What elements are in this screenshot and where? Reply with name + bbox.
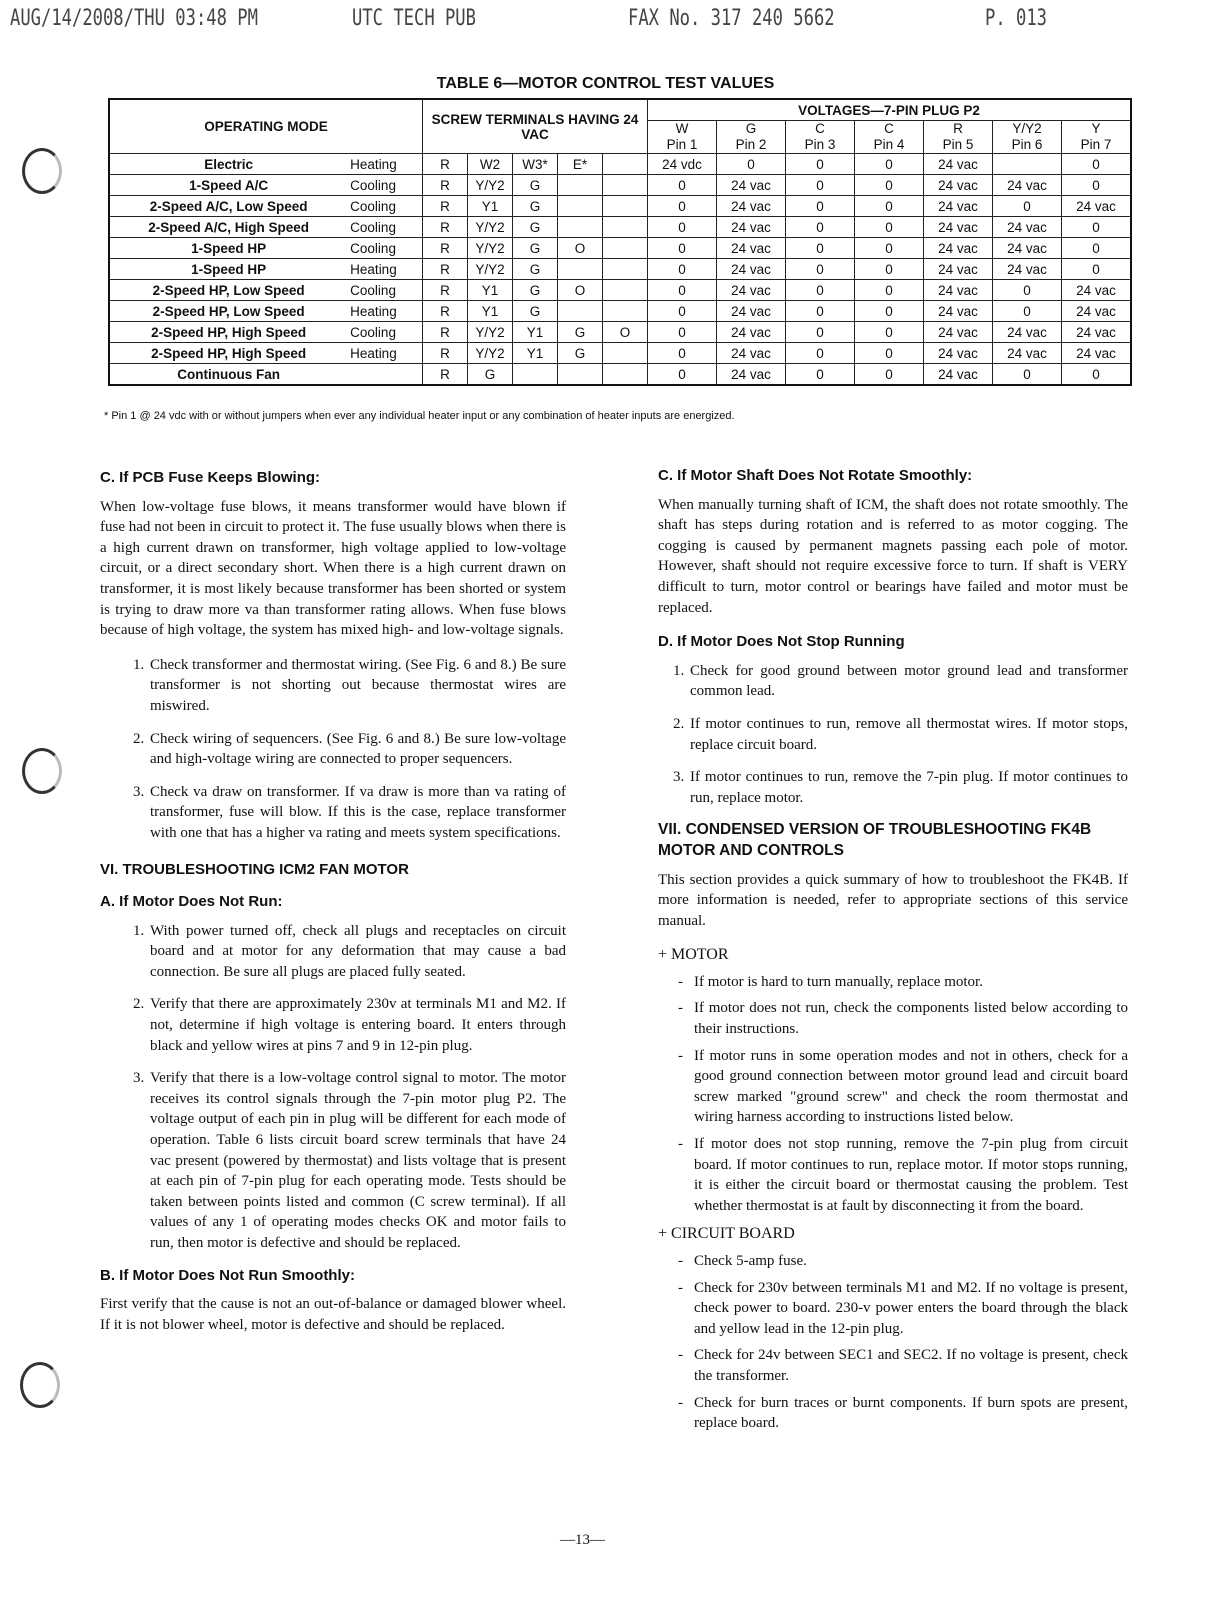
- terminal-cell: R: [423, 280, 468, 301]
- voltage-cell: 24 vac: [924, 280, 993, 301]
- pin-signal-name: C: [815, 121, 825, 136]
- operating-mode-cell: 2-Speed HP, High Speed: [109, 322, 347, 343]
- list-item: - Check for 230v between terminals M1 and M2. If no voltage is present, check power to board. 230-v power enters the board through the black and yellow lead in the 12-pin plug.: [678, 1278, 1128, 1340]
- terminal-cell: [558, 175, 603, 196]
- terminal-cell: G: [468, 364, 513, 386]
- terminal-cell: [603, 175, 648, 196]
- header-pin: [717, 121, 786, 154]
- terminal-cell: [603, 196, 648, 217]
- terminal-cell: W3*: [513, 154, 558, 175]
- operating-mode-cell: 2-Speed A/C, High Speed: [109, 217, 347, 238]
- operating-mode-cell: 2-Speed HP, Low Speed: [109, 301, 347, 322]
- voltage-cell: 24 vac: [993, 343, 1062, 364]
- mode-type-cell: Heating: [347, 154, 422, 175]
- voltage-cell: 0: [1062, 238, 1132, 259]
- voltage-cell: 24 vac: [993, 238, 1062, 259]
- voltage-cell: 24 vac: [717, 259, 786, 280]
- voltage-cell: 0: [786, 238, 855, 259]
- table-row: [109, 364, 1131, 386]
- voltage-cell: 0: [993, 196, 1062, 217]
- voltage-cell: 0: [786, 280, 855, 301]
- list-item: 3. Verify that there is a low-voltage control signal to motor. The motor receives its control signals through the 7-pin motor plug P2. The voltage output of each pin in plug will be different for each mode of operation. Table 6 lists circuit board screw terminals that have 24 vac present (powered by thermostat) and lists voltage that is present at each pin of 7-pin plug for each operating mode. Tests should be taken between points listed and common (C screw terminal). If all values of any 1 of operating modes checks OK and motor fails to run, then motor is defective and should be replaced.: [148, 1068, 566, 1253]
- terminal-cell: [603, 364, 648, 386]
- voltage-cell: 0: [786, 196, 855, 217]
- list-item: - Check 5-amp fuse.: [678, 1251, 1128, 1272]
- voltage-cell: 0: [786, 154, 855, 175]
- terminal-cell: Y/Y2: [468, 343, 513, 364]
- voltage-cell: 24 vac: [717, 238, 786, 259]
- mode-type-cell: Cooling: [347, 322, 422, 343]
- section-c-shaft-heading: C. If Motor Shaft Does Not Rotate Smoothly:: [658, 467, 973, 484]
- voltage-cell: 24 vac: [1062, 322, 1132, 343]
- header-operating-mode: OPERATING MODE: [109, 99, 423, 154]
- terminal-cell: [558, 196, 603, 217]
- voltage-cell: 0: [855, 343, 924, 364]
- mode-type-cell: Heating: [347, 259, 422, 280]
- header-pin: [924, 121, 993, 154]
- list-item: 3. If motor continues to run, remove the 7-pin plug. If motor continues to run, replace motor.: [688, 767, 1128, 808]
- terminal-cell: [603, 259, 648, 280]
- voltage-cell: 0: [855, 280, 924, 301]
- header-pin: [786, 121, 855, 154]
- pin-number: Pin 1: [666, 137, 698, 152]
- voltage-cell: 24 vac: [717, 196, 786, 217]
- motor-checklist: [658, 972, 1128, 1217]
- list-item: - Check for 24v between SEC1 and SEC2. If no voltage is present, check the transformer.: [678, 1345, 1128, 1386]
- list-item: 2. Check wiring of sequencers. (See Fig. 6 and 8.) Be sure low-voltage and high-voltage wiring are connected to proper sequencers.: [148, 729, 566, 770]
- operating-mode-cell: 1-Speed A/C: [109, 175, 347, 196]
- operating-mode-cell: Electric: [109, 154, 347, 175]
- list-item: - If motor does not stop running, remove the 7-pin plug from circuit board. If motor continues to run, replace motor. If motor stops running, it is either the circuit board or thermostat causing the problem. Test whether thermostat is at fault by disconnecting it from the board.: [678, 1134, 1128, 1216]
- terminal-cell: R: [423, 238, 468, 259]
- mode-type-cell: Cooling: [347, 175, 422, 196]
- voltage-cell: 24 vac: [924, 196, 993, 217]
- table-row: [109, 217, 1131, 238]
- voltage-cell: 24 vac: [993, 175, 1062, 196]
- terminal-cell: R: [423, 196, 468, 217]
- voltage-cell: 0: [717, 154, 786, 175]
- section-b-paragraph: First verify that the cause is not an out-of-balance or damaged blower wheel. If it is not blower wheel, motor is defective and should be replaced.: [100, 1296, 566, 1333]
- motor-not-stop-steps: [658, 661, 1128, 809]
- voltage-cell: 0: [1062, 154, 1132, 175]
- circuit-board-checklist: [658, 1251, 1128, 1434]
- section-vii-heading: VII. CONDENSED VERSION OF TROUBLESHOOTING FK4B MOTOR AND CONTROLS: [658, 821, 1092, 859]
- operating-mode-cell: 2-Speed A/C, Low Speed: [109, 196, 347, 217]
- list-item: - If motor is hard to turn manually, replace motor.: [678, 972, 1128, 993]
- mode-type-cell: Cooling: [347, 238, 422, 259]
- list-item: - If motor runs in some operation modes and not in others, check for a good ground connection between motor ground lead and circuit board screw marked "ground screw" and check the room thermostat and wiring harness according to instructions listed below.: [678, 1046, 1128, 1128]
- terminal-cell: G: [513, 280, 558, 301]
- terminal-cell: Y/Y2: [468, 322, 513, 343]
- table-row: [109, 154, 1131, 175]
- voltage-cell: 24 vac: [717, 280, 786, 301]
- voltage-cell: 0: [855, 301, 924, 322]
- voltage-cell: 0: [786, 343, 855, 364]
- table-row: [109, 196, 1131, 217]
- terminal-cell: W2: [468, 154, 513, 175]
- table-footnote: * Pin 1 @ 24 vdc with or without jumpers when ever any individual heater input or any combination of heater inputs are energized.: [104, 410, 735, 422]
- table-row: [109, 343, 1131, 364]
- terminal-cell: R: [423, 343, 468, 364]
- voltage-cell: 24 vac: [924, 343, 993, 364]
- mode-type-cell: Heating: [347, 301, 422, 322]
- punch-hole: [22, 748, 62, 794]
- voltage-cell: 24 vac: [924, 301, 993, 322]
- terminal-cell: G: [513, 217, 558, 238]
- voltage-cell: 24 vac: [717, 364, 786, 386]
- section-c-pcb-fuse-heading: C. If PCB Fuse Keeps Blowing:: [100, 469, 321, 486]
- voltage-cell: 24 vac: [1062, 301, 1132, 322]
- punch-hole: [22, 148, 62, 194]
- voltage-cell: 0: [786, 217, 855, 238]
- voltage-cell: 0: [993, 280, 1062, 301]
- voltage-cell: 24 vac: [924, 217, 993, 238]
- terminal-cell: R: [423, 217, 468, 238]
- voltage-cell: 0: [993, 364, 1062, 386]
- section-c-shaft-paragraph: When manually turning shaft of ICM, the shaft does not rotate smoothly. The shaft has steps during rotation and is referred to as motor cogging. The cogging is caused by permanent magnets passing each pole of motor. However, shaft should not require excessive force to turn. If shaft is VERY difficult to turn, motor control or bearings have failed and motor must be replaced.: [658, 496, 1128, 616]
- pin-signal-name: Y/Y2: [1012, 121, 1042, 136]
- list-item: 2. If motor continues to run, remove all thermostat wires. If motor stops, replace circuit board.: [688, 714, 1128, 755]
- terminal-cell: Y/Y2: [468, 259, 513, 280]
- table-row: [109, 259, 1131, 280]
- header-pin: [855, 121, 924, 154]
- terminal-cell: R: [423, 322, 468, 343]
- voltage-cell: 0: [1062, 364, 1132, 386]
- terminal-cell: [603, 280, 648, 301]
- pcb-fuse-steps: [100, 655, 566, 844]
- terminal-cell: [603, 238, 648, 259]
- motor-not-run-steps: [100, 921, 566, 1254]
- mode-type-cell: Cooling: [347, 280, 422, 301]
- operating-mode-cell: 2-Speed HP, Low Speed: [109, 280, 347, 301]
- terminal-cell: Y1: [468, 301, 513, 322]
- voltage-cell: 0: [648, 259, 717, 280]
- terminal-cell: R: [423, 301, 468, 322]
- operating-mode-cell: Continuous Fan: [109, 364, 347, 386]
- voltage-cell: 0: [855, 217, 924, 238]
- header-pin: [1062, 121, 1132, 154]
- terminal-cell: R: [423, 154, 468, 175]
- operating-mode-cell: 2-Speed HP, High Speed: [109, 343, 347, 364]
- voltage-cell: 24 vac: [993, 322, 1062, 343]
- list-item: 1. With power turned off, check all plugs and receptacles on circuit board and at motor for any deformation that may cause a bad connection. Be sure all plugs are placed fully seated.: [148, 921, 566, 983]
- mode-type-cell: Cooling: [347, 196, 422, 217]
- voltage-cell: 24 vac: [924, 364, 993, 386]
- table-title: TABLE 6—MOTOR CONTROL TEST VALUES: [436, 75, 775, 92]
- pin-signal-name: R: [953, 121, 963, 136]
- pin-signal-name: Y: [1091, 121, 1101, 136]
- mode-type-cell: Heating: [347, 343, 422, 364]
- right-column: [658, 466, 1128, 1442]
- voltage-cell: 0: [648, 217, 717, 238]
- pin-number: Pin 2: [735, 137, 767, 152]
- punch-hole: [20, 1362, 60, 1408]
- terminal-cell: [558, 364, 603, 386]
- voltage-cell: 0: [786, 175, 855, 196]
- terminal-cell: Y1: [468, 196, 513, 217]
- table-row: [109, 175, 1131, 196]
- voltage-cell: 0: [1062, 217, 1132, 238]
- voltage-cell: 0: [855, 175, 924, 196]
- voltage-cell: 0: [786, 259, 855, 280]
- table-row: [109, 322, 1131, 343]
- circuit-board-subheading: + CIRCUIT BOARD: [658, 1225, 795, 1243]
- section-a-heading: A. If Motor Does Not Run:: [100, 893, 283, 911]
- voltage-cell: 0: [648, 364, 717, 386]
- pin-number: Pin 6: [1011, 137, 1043, 152]
- terminal-cell: G: [513, 175, 558, 196]
- terminal-cell: [603, 343, 648, 364]
- terminal-cell: Y/Y2: [468, 238, 513, 259]
- terminal-cell: O: [558, 280, 603, 301]
- header-pin: [648, 121, 717, 154]
- voltage-cell: 0: [993, 301, 1062, 322]
- voltage-cell: 24 vac: [924, 175, 993, 196]
- terminal-cell: Y1: [513, 343, 558, 364]
- terminal-cell: E*: [558, 154, 603, 175]
- terminal-cell: [603, 217, 648, 238]
- fax-header-number: FAX No. 317 240 5662: [628, 6, 835, 31]
- fax-header-page: P. 013: [985, 6, 1047, 31]
- voltage-cell: 0: [1062, 259, 1132, 280]
- operating-mode-cell: 1-Speed HP: [109, 259, 347, 280]
- terminal-cell: Y/Y2: [468, 175, 513, 196]
- voltage-cell: 0: [648, 238, 717, 259]
- voltage-cell: 0: [648, 301, 717, 322]
- terminal-cell: Y1: [468, 280, 513, 301]
- voltage-cell: 0: [648, 322, 717, 343]
- terminal-cell: R: [423, 175, 468, 196]
- terminal-cell: R: [423, 259, 468, 280]
- voltage-cell: 0: [648, 196, 717, 217]
- table-row: [109, 280, 1131, 301]
- voltage-cell: 0: [648, 280, 717, 301]
- section-vii-paragraph: This section provides a quick summary of how to troubleshoot the FK4B. If more information is needed, refer to appropriate sections of this service manual.: [658, 871, 1128, 929]
- motor-subheading: + MOTOR: [658, 946, 729, 964]
- pin-number: Pin 3: [804, 137, 836, 152]
- list-item: 1. Check for good ground between motor ground lead and transformer common lead.: [688, 661, 1128, 702]
- pin-number: Pin 4: [873, 137, 905, 152]
- voltage-cell: 24 vdc: [648, 154, 717, 175]
- voltage-cell: 24 vac: [924, 259, 993, 280]
- left-column: [100, 468, 566, 1349]
- list-item: - If motor does not run, check the components listed below according to their instructions.: [678, 998, 1128, 1039]
- table-row: [109, 238, 1131, 259]
- voltage-cell: 24 vac: [924, 238, 993, 259]
- pin-number: Pin 7: [1080, 137, 1112, 152]
- voltage-cell: 0: [855, 238, 924, 259]
- terminal-cell: [603, 154, 648, 175]
- voltage-cell: 0: [855, 322, 924, 343]
- terminal-cell: O: [603, 322, 648, 343]
- motor-control-table: [108, 98, 1132, 386]
- voltage-cell: 24 vac: [924, 322, 993, 343]
- list-item: 1. Check transformer and thermostat wiring. (See Fig. 6 and 8.) Be sure transformer is not shorting out because thermostat wires are miswired.: [148, 655, 566, 717]
- voltage-cell: 24 vac: [993, 259, 1062, 280]
- mode-type-cell: [347, 364, 422, 386]
- voltage-cell: 24 vac: [717, 175, 786, 196]
- header-voltages: VOLTAGES—7-PIN PLUG P2: [648, 99, 1132, 121]
- table-row: [109, 301, 1131, 322]
- terminal-cell: G: [513, 238, 558, 259]
- terminal-cell: O: [558, 238, 603, 259]
- voltage-cell: 24 vac: [924, 154, 993, 175]
- mode-type-cell: Cooling: [347, 217, 422, 238]
- section-c-pcb-fuse-paragraph: When low-voltage fuse blows, it means transformer would have blown if fuse had not been in circuit to protect it. The fuse usually blows when there is a high current drawn on transformer, high voltage applied to low-voltage circuit, or a direct secondary short. When there is a high current drawn on transformer, it is most likely because transformer has been shorted or system is trying to draw more va than transformer rating allows. When fuse blows because of high voltage, the system has mixed high- and low-voltage signals.: [100, 498, 566, 639]
- voltage-cell: 24 vac: [717, 343, 786, 364]
- voltage-cell: 0: [648, 175, 717, 196]
- operating-mode-cell: 1-Speed HP: [109, 238, 347, 259]
- terminal-cell: R: [423, 364, 468, 386]
- list-item: 3. Check va draw on transformer. If va draw is more than va rating of transformer, fuse will blow. If this is the case, replace transformer with one that has a higher va rating and meets system specifications.: [148, 782, 566, 844]
- voltage-cell: 0: [855, 259, 924, 280]
- pin-signal-name: C: [884, 121, 894, 136]
- voltage-cell: 0: [648, 343, 717, 364]
- terminal-cell: [603, 301, 648, 322]
- voltage-cell: 24 vac: [993, 217, 1062, 238]
- voltage-cell: 24 vac: [717, 301, 786, 322]
- voltage-cell: 0: [855, 196, 924, 217]
- voltage-cell: 0: [855, 154, 924, 175]
- voltage-cell: 0: [855, 364, 924, 386]
- terminal-cell: G: [513, 259, 558, 280]
- voltage-cell: 24 vac: [717, 217, 786, 238]
- voltage-cell: 24 vac: [1062, 280, 1132, 301]
- voltage-cell: 0: [1062, 175, 1132, 196]
- voltage-cell: 0: [786, 322, 855, 343]
- voltage-cell: 0: [786, 364, 855, 386]
- fax-header-datetime: AUG/14/2008/THU 03:48 PM: [10, 6, 258, 31]
- terminal-cell: Y/Y2: [468, 217, 513, 238]
- terminal-cell: [558, 301, 603, 322]
- terminal-cell: Y1: [513, 322, 558, 343]
- voltage-cell: 0: [786, 301, 855, 322]
- terminal-cell: G: [558, 343, 603, 364]
- pin-signal-name: G: [745, 121, 757, 136]
- section-d-heading: D. If Motor Does Not Stop Running: [658, 633, 905, 651]
- terminal-cell: G: [558, 322, 603, 343]
- terminal-cell: G: [513, 196, 558, 217]
- header-screw-terminals: SCREW TERMINALS HAVING 24 VAC: [423, 99, 648, 154]
- pin-number: Pin 5: [942, 137, 974, 152]
- terminal-cell: [558, 259, 603, 280]
- voltage-cell: [993, 154, 1062, 175]
- section-b-heading: B. If Motor Does Not Run Smoothly:: [100, 1266, 355, 1284]
- section-vi-heading: VI. TROUBLESHOOTING ICM2 FAN MOTOR: [100, 860, 409, 878]
- terminal-cell: [558, 217, 603, 238]
- terminal-cell: [513, 364, 558, 386]
- voltage-cell: 24 vac: [717, 322, 786, 343]
- fax-header-sender: UTC TECH PUB: [352, 6, 476, 31]
- header-pin: [993, 121, 1062, 154]
- page-number: —13—: [560, 1532, 605, 1548]
- terminal-cell: G: [513, 301, 558, 322]
- voltage-cell: 24 vac: [1062, 343, 1132, 364]
- pin-signal-name: W: [675, 121, 689, 136]
- list-item: 2. Verify that there are approximately 230v at terminals M1 and M2. If not, determine if high voltage is entering board. It enters through black and yellow wires at pins 7 and 9 in 12-pin plug.: [148, 994, 566, 1056]
- voltage-cell: 24 vac: [1062, 196, 1132, 217]
- list-item: - Check for burn traces or burnt components. If burn spots are present, replace board.: [678, 1393, 1128, 1434]
